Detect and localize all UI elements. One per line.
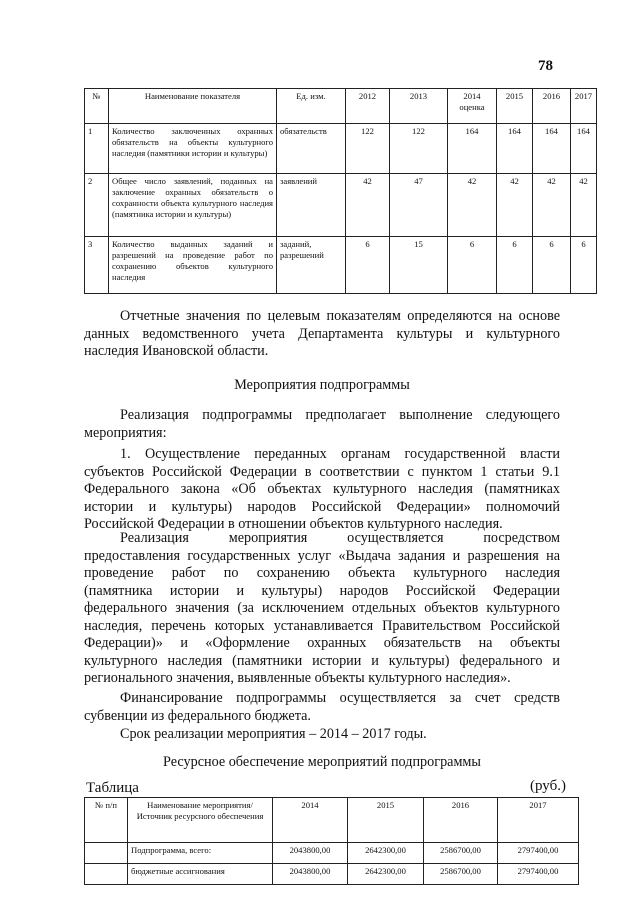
value-cell: 15 [390,237,448,294]
amount-cell: 2797400,00 [498,864,579,885]
table-row [85,124,597,174]
column-header: № [85,89,109,124]
value-cell: 6 [448,237,497,294]
text-line: предоставления государственных услуг «Выдача задания и разрешения на [84,547,560,564]
indicator-name: Количество заключенных охранных обязательств на объекты культурного наследия (памятники истории и культуры) [109,124,277,174]
row-number: 1 [85,124,109,174]
text-line: (памятника истории и культуры) народов Российской Федерации [84,582,560,599]
text-line: субъектов Российской Федерации в соответствии с пунктом 1 статьи 9.1 [84,463,560,480]
text-line: наследия, перечень которых устанавливается Правительством Российской [84,617,560,634]
amount-cell: 2642300,00 [348,843,424,864]
paragraph-implementation [84,407,560,442]
text-line: данных ведомственного учета Департамента культуры и культурного [84,325,560,342]
value-cell: 164 [533,124,571,174]
paragraph-measure-1 [84,446,560,534]
resources-table [84,797,579,885]
value-cell: 42 [571,174,597,237]
table-row [85,843,579,864]
text-line: мероприятия: [84,424,167,441]
table-header-row [85,89,597,124]
unit: обязательств [277,124,346,174]
indicators-table [84,88,597,294]
value-cell: 6 [497,237,533,294]
table-row [85,174,597,237]
text-line: Российской Федерации в отношении объектов культурного наследия. [84,516,503,532]
source-name: Подпрограмма, всего: [128,843,273,864]
text-line: федерального значения (за исключением отдельных объектов культурного [84,600,560,616]
text-line: Реализация подпрограммы предполагает выполнение следующего [120,407,560,423]
source-name: бюджетные ассигнования [128,864,273,885]
text-line: проведение работ по сохранению объекта культурного наследия [84,565,560,581]
table-header-row [85,798,579,843]
column-header: № п/п [85,798,128,843]
amount-cell: 2797400,00 [498,843,579,864]
value-cell: 6 [346,237,390,294]
value-cell: 6 [533,237,571,294]
value-cell: 164 [571,124,597,174]
value-cell: 122 [390,124,448,174]
amount-cell: 2043800,00 [273,864,348,885]
text-line: культурного наследия (памятники истории и культуры) федерального и [84,652,560,669]
paragraph-term [84,726,560,744]
unit: заданий, разрешений [277,237,346,294]
indicator-name: Количество выданных заданий и разрешений на проведение работ по сохранению объектов культурного наследия [109,237,277,294]
value-cell: 164 [497,124,533,174]
amount-cell: 2586700,00 [424,864,498,885]
paragraph-reporting [84,308,560,361]
value-cell: 122 [346,124,390,174]
value-cell: 42 [448,174,497,237]
column-header: 2012 [346,89,390,124]
value-cell: 42 [346,174,390,237]
table-row [85,237,597,294]
column-header: 2015 [497,89,533,124]
text-line: Финансирование подпрограммы осуществляется за счет средств [120,690,560,706]
row-number: 3 [85,237,109,294]
row-number: 2 [85,174,109,237]
column-header: 2013 [390,89,448,124]
text-line: субвенции из федерального бюджета. [84,707,311,724]
unit: заявлений [277,174,346,237]
text-line: Реализация мероприятия осуществляется посредством [120,530,560,546]
value-cell: 164 [448,124,497,174]
text-line: Федерации)» и «Оформление охранных обязательств на объекты [84,635,560,651]
indicator-name: Общее число заявлений, поданных на заключение охранных обязательств о сохранности объекта культурного наследия (памятника истории и культуры) [109,174,277,237]
column-header: 2014 [273,798,348,843]
text-line: регионального значения, выявленные объекты культурного наследия». [84,670,511,686]
column-header: 2017 [571,89,597,124]
amount-cell: 2642300,00 [348,864,424,885]
amount-cell: 2043800,00 [273,843,348,864]
column-header: 2015 [348,798,424,843]
text-line: Срок реализации мероприятия – 2014 – 2017 годы. [120,726,427,742]
text-line: Отчетные значения по целевым показателям определяются на основе [120,308,560,324]
column-header: Наименование мероприятия/Источник ресурсного обеспечения [128,798,273,843]
paragraph-financing [84,690,560,725]
amount-cell: 2586700,00 [424,843,498,864]
column-header: Наименование показателя [109,89,277,124]
text-line: 1. Осуществление переданных органам государственной власти [120,446,560,462]
text-line: истории и культуры) народов Российской Федерации» полномочий [84,498,560,515]
value-cell: 42 [497,174,533,237]
page-number: 78 [538,58,553,74]
column-header: 2016 [424,798,498,843]
table-unit: (руб.) [530,778,566,794]
resource-heading: Ресурсное обеспечение мероприятий подпрограммы [163,754,481,770]
table-caption: Таблица [86,780,139,796]
row-number [85,864,128,885]
section-heading: Мероприятия подпрограммы [234,377,410,393]
value-cell: 6 [571,237,597,294]
value-cell: 47 [390,174,448,237]
paragraph-services [84,530,560,688]
table-row [85,864,579,885]
text-line: наследия Ивановской области. [84,343,269,359]
column-header: 2017 [498,798,579,843]
row-number [85,843,128,864]
value-cell: 42 [533,174,571,237]
column-header: 2016 [533,89,571,124]
text-line: Федерального закона «Об объектах культурного наследия (памятниках [84,481,560,497]
column-header: Ед. изм. [277,89,346,124]
column-header: 2014 оценка [448,89,497,124]
